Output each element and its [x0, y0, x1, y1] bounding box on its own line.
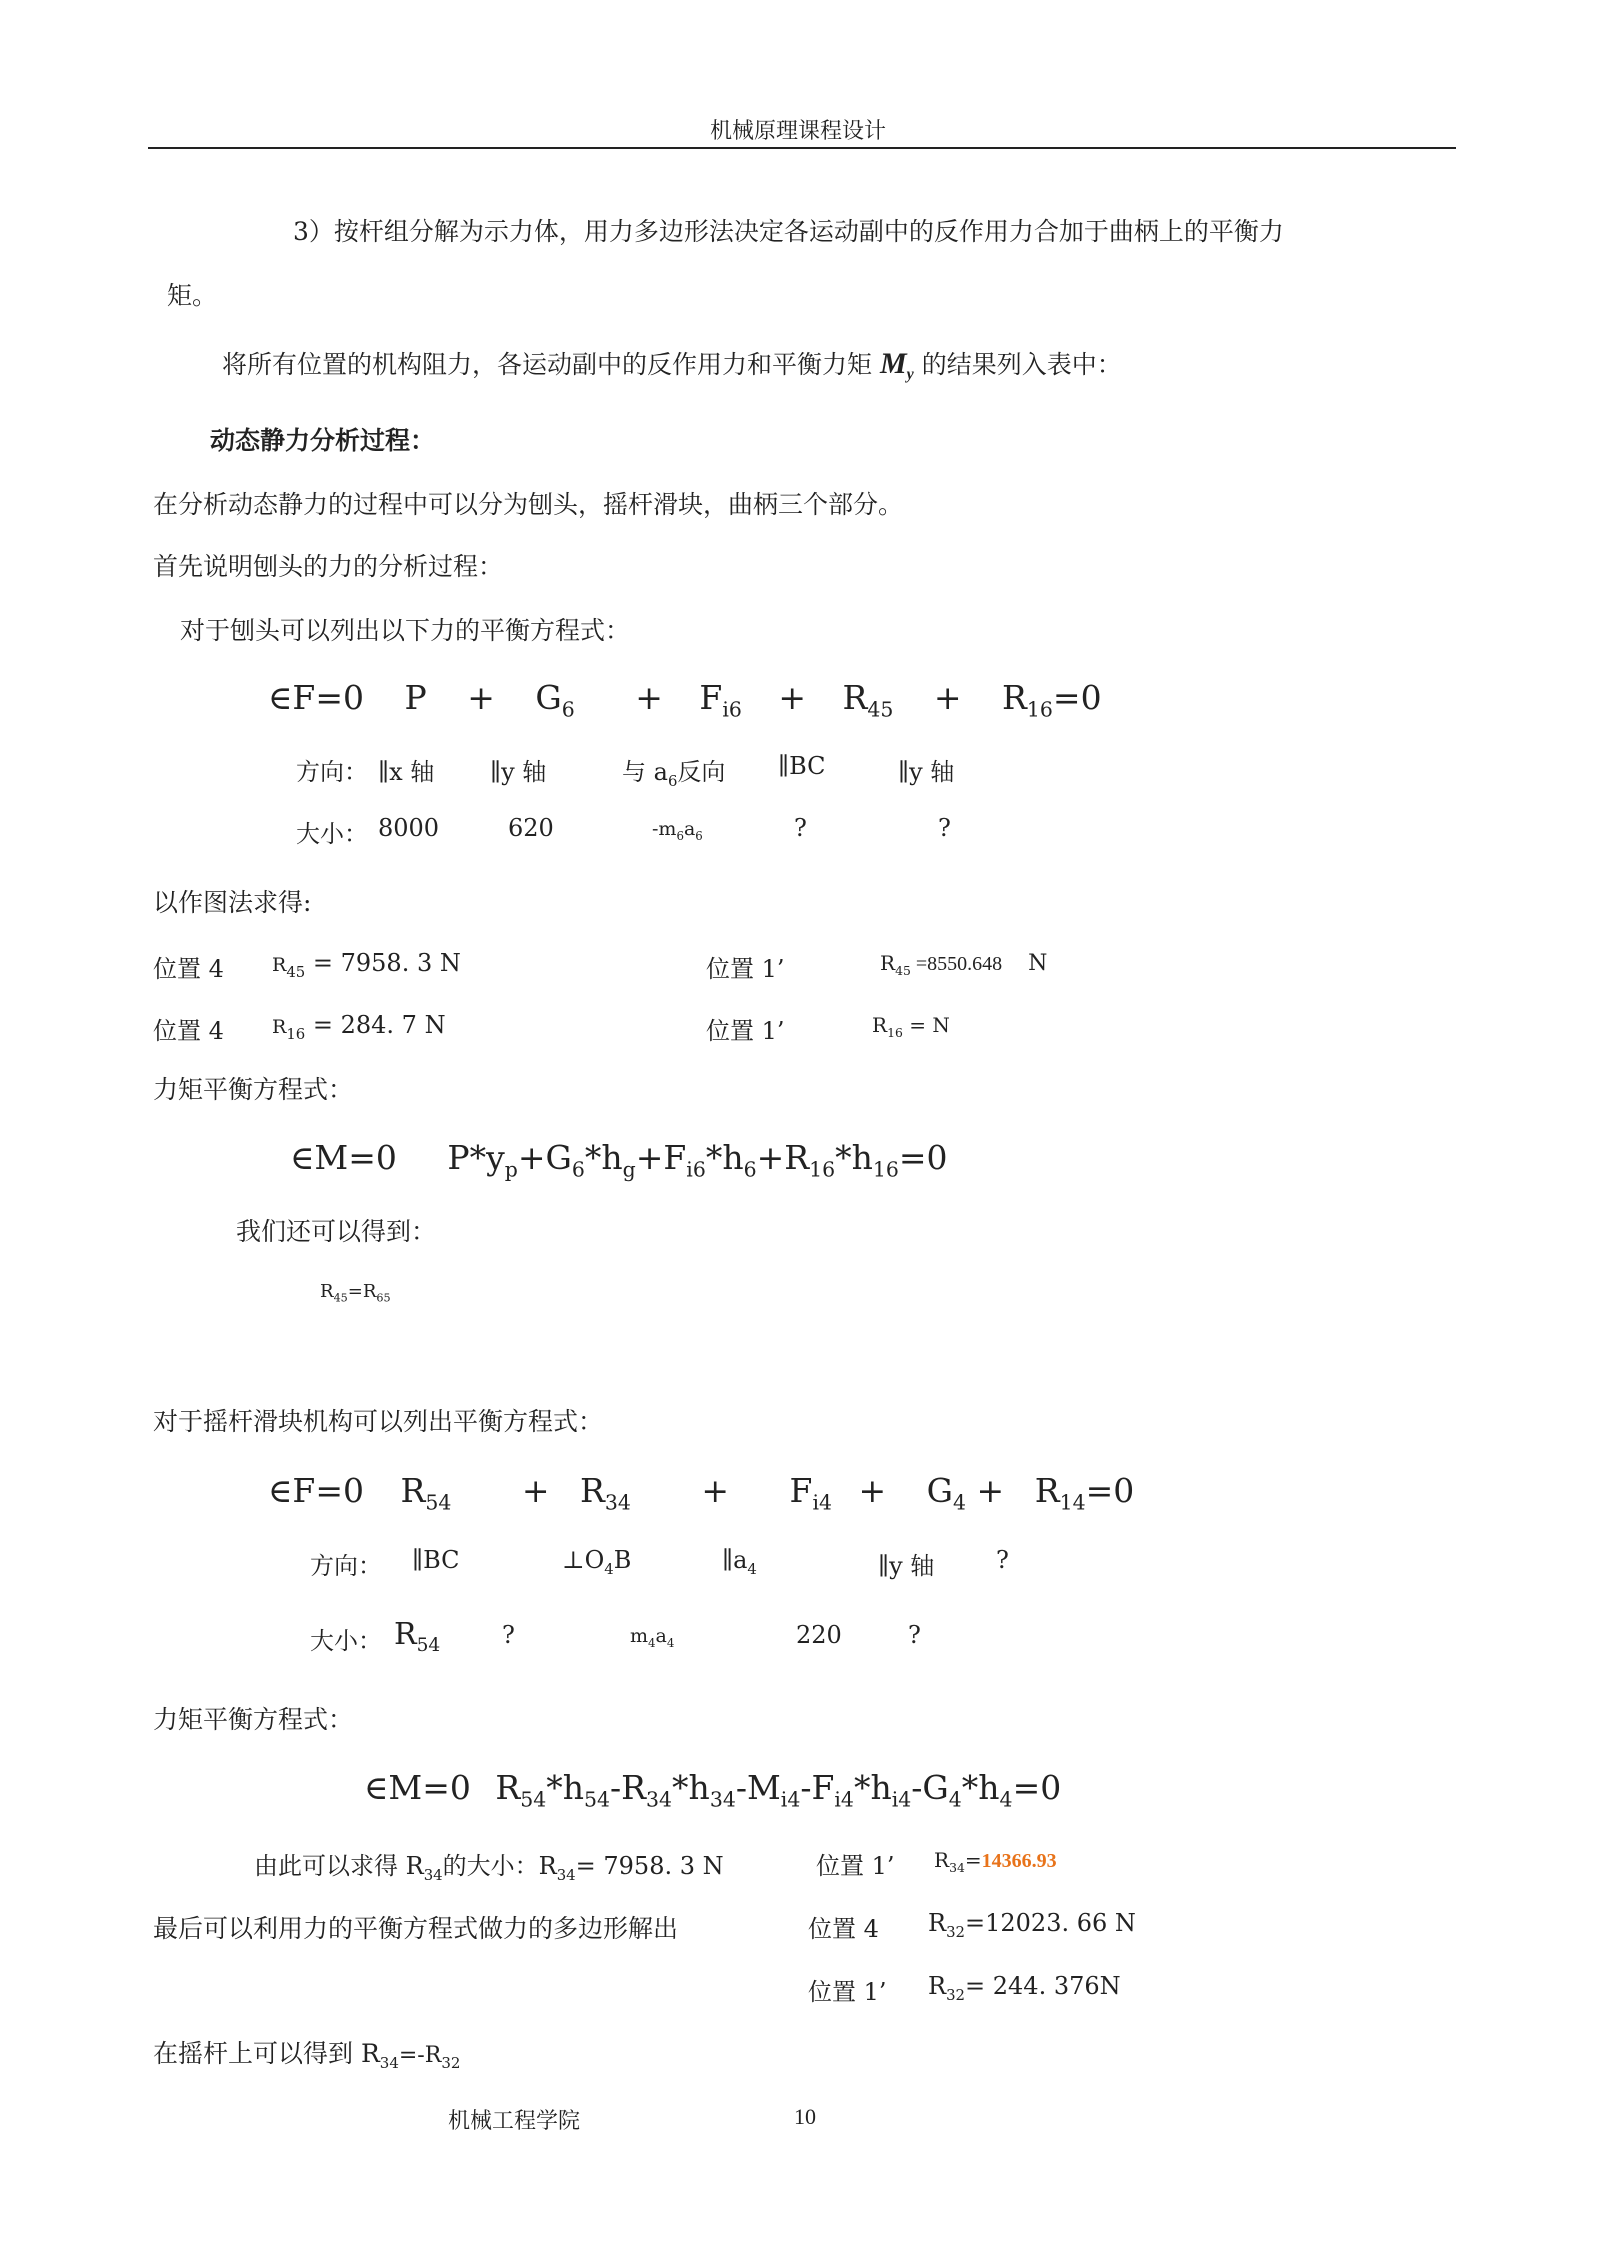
- magnitude-cell: $-m_6a_6$: [652, 818, 703, 843]
- paragraph-line: 在分析动态静力的过程中可以分为刨头，摇杆滑块，曲柄三个部分。: [153, 490, 904, 519]
- paragraph-line: [222, 345, 1122, 384]
- direction-cell: ∥BC: [778, 752, 826, 780]
- text-span: 的结果列入表中：: [921, 350, 1122, 379]
- magnitude-cell: ?: [502, 1621, 515, 1649]
- result-value-highlight: $R_{34}=14366.93$: [934, 1848, 1057, 1875]
- page-header-title: 机械原理课程设计: [710, 119, 887, 144]
- direction-cell: 与 $a_6$反向: [622, 758, 726, 790]
- direction-label: 方向：: [296, 758, 368, 786]
- paragraph-line: 最后可以利用力的平衡方程式做力的多边形解出: [153, 1914, 679, 1943]
- magnitude-cell: 620: [508, 814, 554, 842]
- magnitude-cell: $R_{54}$: [394, 1617, 441, 1656]
- equation-moment-planer: ∈M=0 $P*y_p+G_6*h_g+F_{i6}*h_6+R_{16}*h_{16}=0$: [290, 1138, 948, 1182]
- direction-cell: $\perp O_4B$: [562, 1546, 632, 1578]
- equation-r45: $R_{45}=R_{65}$: [320, 1281, 391, 1305]
- equation-force-planer: ∈F=0 $P + G_6 + F_{i6} + R_{45} + R_{16}=0$: [268, 678, 1102, 722]
- magnitude-label: 大小：: [296, 820, 368, 848]
- equation-moment-rocker: ∈M=0 $R_{54}*h_{54}-R_{34}*h_{34}-M_{i4}-F_{i4}*h_{i4}-G_4*h_4=0$: [364, 1768, 1062, 1812]
- direction-cell: ?: [996, 1546, 1009, 1574]
- result-position: 位置 4: [153, 1017, 224, 1045]
- paragraph-line: 对于摇杆滑块机构可以列出平衡方程式：: [153, 1407, 604, 1436]
- math-subscript: y: [906, 366, 914, 383]
- result-position: 位置 1’: [706, 955, 785, 983]
- magnitude-cell: ?: [794, 814, 807, 842]
- paragraph-line: 对于刨头可以列出以下力的平衡方程式：: [180, 616, 631, 645]
- magnitude-cell: ?: [908, 1621, 921, 1649]
- result-position: 位置 1’: [706, 1017, 785, 1045]
- paragraph-line: 以作图法求得:: [153, 888, 312, 917]
- magnitude-cell: 8000: [378, 814, 440, 842]
- result-value: $R_{45} = 7958$. 3 N: [272, 949, 461, 981]
- paragraph-line: 矩。: [167, 281, 218, 310]
- result-value: $R_{45} =8550.648$ N: [880, 951, 1048, 978]
- result-position: 位置 1’: [816, 1852, 895, 1880]
- result-position: 位置 4: [153, 955, 224, 983]
- math-symbol: M: [879, 347, 907, 380]
- footer-school: 机械工程学院: [448, 2109, 581, 2134]
- paragraph-line: 3）按杆组分解为示力体，用力多边形法决定各运动副中的反作用力合加于曲柄上的平衡力: [293, 217, 1284, 246]
- result-value: $R_{16} = 284$. 7 N: [272, 1011, 446, 1043]
- direction-label: 方向：: [310, 1552, 382, 1580]
- result-position: 位置 1’: [808, 1978, 887, 2006]
- equation-force-rocker: ∈F=0 $R_{54} + R_{34} + F_{i4} + G_4 + R_{14}=0$: [268, 1471, 1135, 1515]
- page-number: 10: [794, 2104, 816, 2129]
- direction-cell: ∥BC: [412, 1546, 460, 1574]
- direction-cell: ∥y 轴: [898, 758, 955, 786]
- result-position: 位置 4: [808, 1915, 879, 1943]
- text-span: 将所有位置的机构阻力，各运动副中的反作用力和平衡力矩: [222, 350, 873, 379]
- result-value: $R_{16} = N$: [872, 1013, 950, 1040]
- result-value: $R_{32}= 244$. 376N: [928, 1972, 1121, 2004]
- paragraph-line: 力矩平衡方程式：: [153, 1705, 354, 1734]
- direction-cell: $\parallel a_4$: [722, 1546, 757, 1578]
- paragraph-line: 在摇杆上可以得到 $R_{34}=-R_{32}$: [153, 2039, 461, 2072]
- direction-cell: ∥y 轴: [878, 1552, 935, 1580]
- result-value: $R_{32}=12023$. 66 N: [928, 1909, 1136, 1941]
- paragraph-line: 我们还可以得到：: [236, 1217, 437, 1246]
- direction-cell: ∥x 轴: [378, 758, 435, 786]
- paragraph-line: 力矩平衡方程式：: [153, 1075, 354, 1104]
- magnitude-cell: ?: [938, 814, 951, 842]
- section-title: 动态静力分析过程：: [210, 426, 436, 455]
- magnitude-cell: $m_4a_4$: [630, 1625, 675, 1650]
- r34-result-line: 由此可以求得 $R_{34}$的大小：$R_{34}= 7958$. 3 N: [254, 1852, 724, 1884]
- paragraph-line: 首先说明刨头的力的分析过程：: [153, 552, 504, 581]
- magnitude-label: 大小：: [310, 1627, 382, 1655]
- magnitude-cell: 220: [796, 1621, 842, 1649]
- direction-cell: ∥y 轴: [490, 758, 547, 786]
- header-rule: [148, 147, 1456, 149]
